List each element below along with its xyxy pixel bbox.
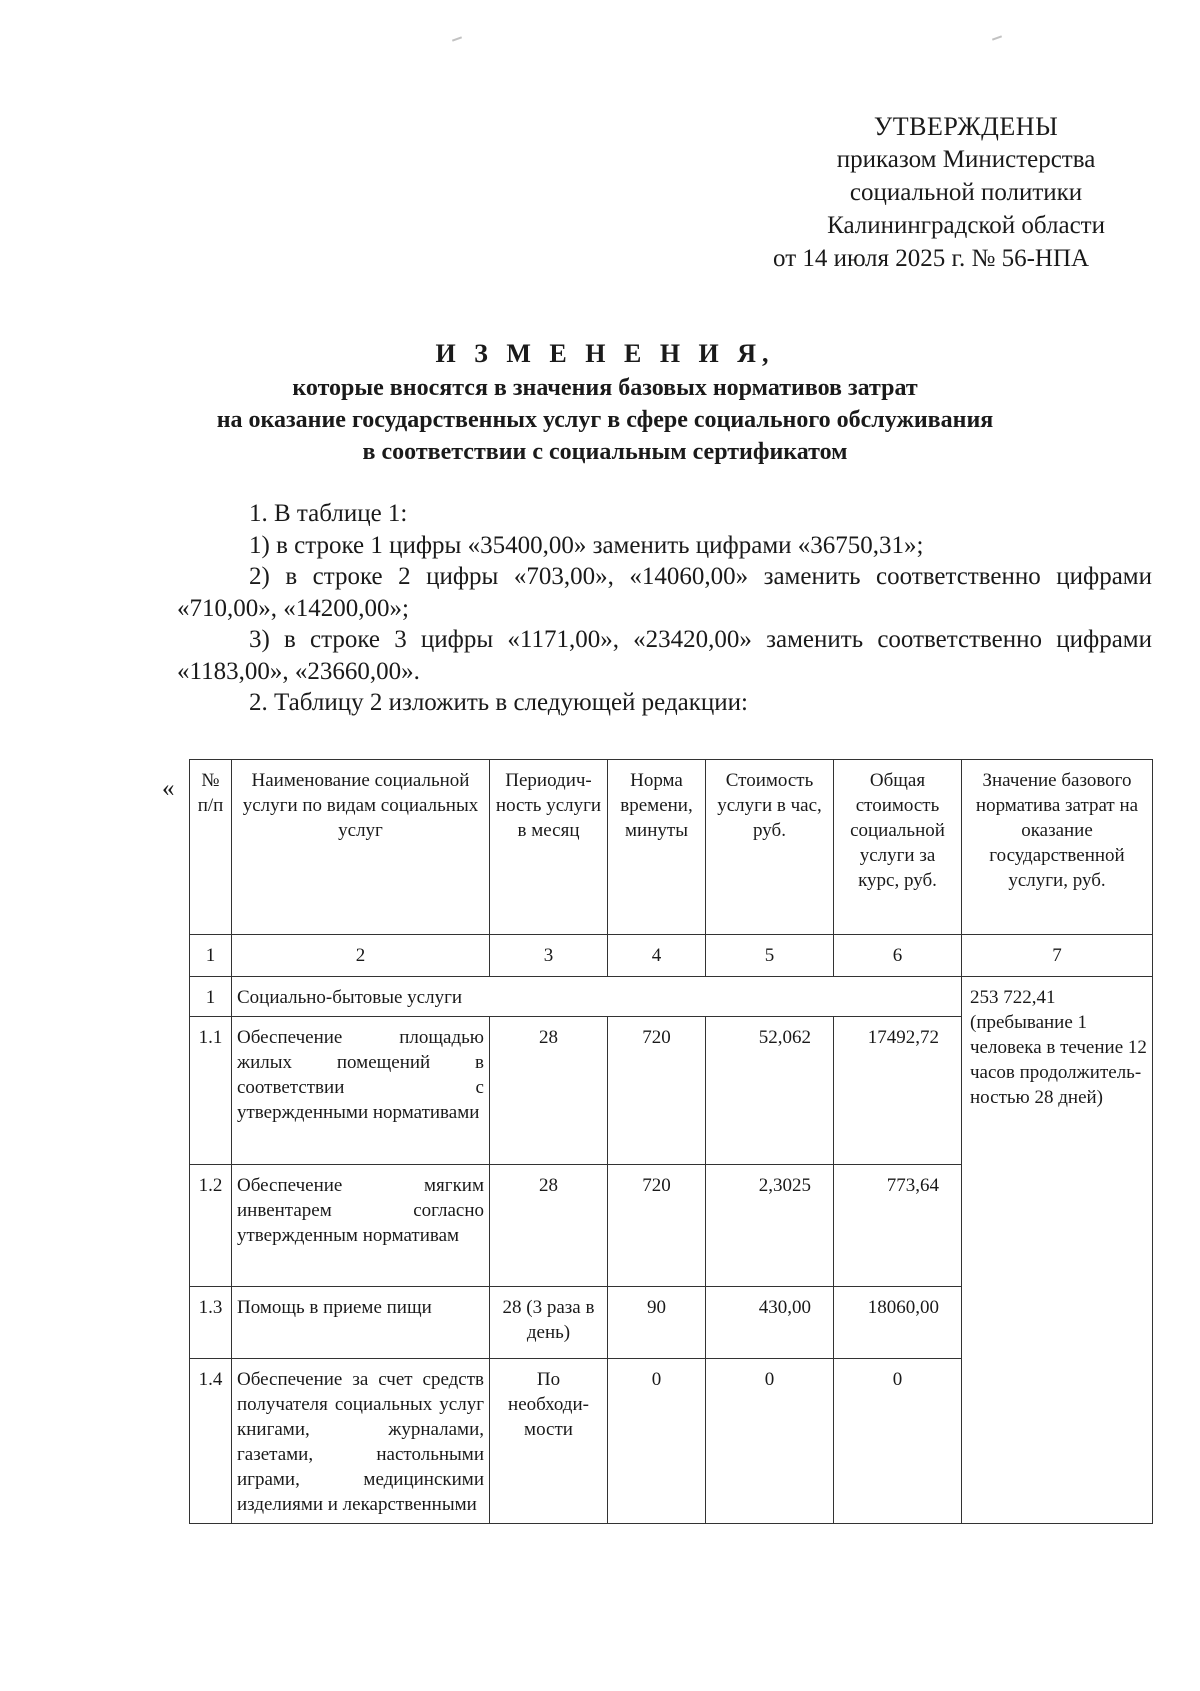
- header-name: Наименование социальной услуги по видам социальных услуг: [232, 760, 490, 935]
- approval-line-3: Калининградской области: [827, 212, 1105, 239]
- approval-heading: УТВЕРЖДЕНЫ: [873, 112, 1059, 141]
- table-header-row: [190, 760, 1153, 935]
- row-cost-hour: 0: [706, 1359, 834, 1524]
- column-number: 7: [962, 935, 1153, 977]
- body-text: [177, 498, 1152, 719]
- column-number: 4: [608, 935, 706, 977]
- base-norm-value: 253 722,41 (пребывание 1 человека в течение 12 часов продолжитель-ностью 28 дней): [962, 977, 1153, 1524]
- section-name: Социально-бытовые услуги: [232, 977, 962, 1017]
- row-total-cost: 18060,00: [834, 1287, 962, 1359]
- row-name: Помощь в приеме пищи: [232, 1287, 490, 1359]
- row-minutes: 720: [608, 1165, 706, 1287]
- approval-date-line: от 14 июля 2025 г. № 56-НПА: [773, 245, 1090, 272]
- row-period: 28: [490, 1165, 608, 1287]
- section-num: 1: [190, 977, 232, 1017]
- title-line-3: в соответствии с социальным сертификатом: [362, 439, 848, 465]
- row-num: 1.2: [190, 1165, 232, 1287]
- row-num: 1.3: [190, 1287, 232, 1359]
- row-name: Обеспечение мягким инвентарем согласно утвержденным нормативам: [232, 1165, 490, 1287]
- title-main: И З М Е Н Е Н И Я,: [435, 339, 775, 368]
- norms-table: [189, 759, 1153, 1524]
- scan-speck: [452, 36, 462, 41]
- scan-speck: [992, 35, 1002, 40]
- paragraph-4: 3) в строке 3 цифры «1171,00», «23420,00» заменить соответственно цифрами «1183,00», «23660,00».: [177, 626, 1152, 685]
- document-title: [150, 338, 1060, 468]
- opening-quote: «: [162, 775, 175, 802]
- header-cost-hour: Стоимость услуги в час, руб.: [706, 760, 834, 935]
- approval-line-1: приказом Министерства: [836, 146, 1096, 173]
- row-num: 1.4: [190, 1359, 232, 1524]
- row-name: Обеспечение за счет средств получателя социальных услуг книгами, журналами, газетами, настольными играми, медицинскими изделиями и лекарственными: [232, 1359, 490, 1524]
- header-minutes: Норма времени, минуты: [608, 760, 706, 935]
- row-num: 1.1: [190, 1017, 232, 1165]
- row-cost-hour: 52,062: [706, 1017, 834, 1165]
- column-number: 6: [834, 935, 962, 977]
- row-period: 28 (3 раза в день): [490, 1287, 608, 1359]
- column-number: 3: [490, 935, 608, 977]
- header-total-cost: Общая стоимость социальной услуги за курс, руб.: [834, 760, 962, 935]
- paragraph-1: 1. В таблице 1:: [249, 500, 408, 527]
- column-number-row: [190, 935, 1153, 977]
- paragraph-5: 2. Таблицу 2 изложить в следующей редакции:: [249, 689, 748, 716]
- title-line-2: на оказание государственных услуг в сфере социального обслуживания: [216, 407, 994, 433]
- row-total-cost: 773,64: [834, 1165, 962, 1287]
- title-line-1: которые вносятся в значения базовых нормативов затрат: [292, 375, 918, 401]
- header-num: № п/п: [190, 760, 232, 935]
- row-total-cost: 17492,72: [834, 1017, 962, 1165]
- column-number: 2: [232, 935, 490, 977]
- column-number: 1: [190, 935, 232, 977]
- header-base-norm: Значение базового норматива затрат на оказание государственной услуги, руб.: [962, 760, 1153, 935]
- section-row: [190, 977, 1153, 1017]
- row-total-cost: 0: [834, 1359, 962, 1524]
- paragraph-2: 1) в строке 1 цифры «35400,00» заменить цифрами «36750,31»;: [249, 531, 924, 559]
- approval-line-2: социальной политики: [849, 179, 1083, 206]
- row-name: Обеспечение площадью жилых помещений в соответствии с утвержденными нормативами: [232, 1017, 490, 1165]
- paragraph-3: 2) в строке 2 цифры «703,00», «14060,00» заменить соответственно цифрами «710,00», «14200,00»;: [177, 563, 1152, 622]
- row-period: 28: [490, 1017, 608, 1165]
- row-minutes: 0: [608, 1359, 706, 1524]
- row-cost-hour: 430,00: [706, 1287, 834, 1359]
- header-period: Периодич-ность услуги в месяц: [490, 760, 608, 935]
- row-minutes: 90: [608, 1287, 706, 1359]
- approval-stamp-block: [773, 110, 1105, 275]
- column-number: 5: [706, 935, 834, 977]
- row-cost-hour: 2,3025: [706, 1165, 834, 1287]
- row-minutes: 720: [608, 1017, 706, 1165]
- row-period: По необходи-мости: [490, 1359, 608, 1524]
